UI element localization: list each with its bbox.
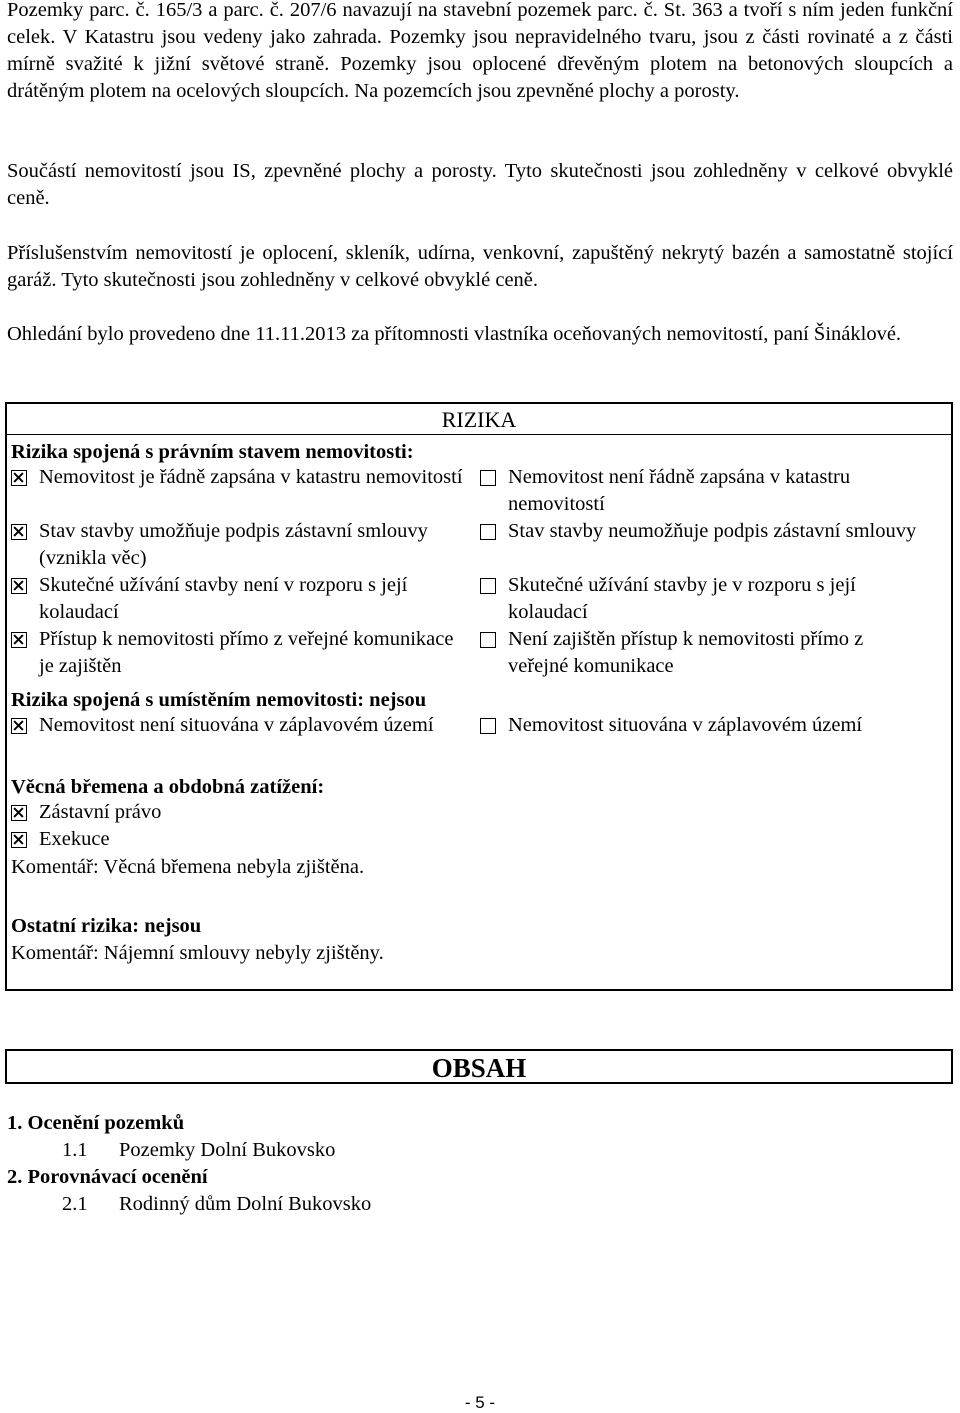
checked-checkbox-icon: [11, 524, 27, 540]
paragraph-components: Součástí nemovitostí jsou IS, zpevněné plochy a porosty. Tyto skutečnosti jsou zohledněny v celkové obvyklé ceně.: [7, 160, 953, 209]
burden-item-lien: Zástavní právo: [11, 799, 471, 826]
checked-checkbox-icon: [11, 718, 27, 734]
legal-item-registered: Nemovitost je řádně zapsána v katastru nemovitostí: [11, 464, 471, 491]
empty-checkbox-icon: [480, 718, 496, 734]
legal-item-pledge-possible: Stav stavby umožňuje podpis zástavní smlouvy (vznikla věc): [11, 518, 471, 572]
location-risks-heading: Rizika spojená s umístěním nemovitosti: nejsou: [11, 689, 427, 711]
risks-box: [5, 402, 953, 991]
checked-checkbox-icon: [11, 805, 27, 821]
paragraph-land-description: Pozemky parc. č. 165/3 a parc. č. 207/6 navazují na stavební pozemek parc. č. St. 363 a tvoří s ním jeden funkční celek. V Katastru jsou vedeny jako zahrada. Pozemky jsou nepravidelného tvaru, jsou z části rovinaté a z části mírně svažité k jižní světové straně. Pozemky jsou oplocené dřevěným plotem na betonových sloupcích a drátěným plotem na ocelových sloupcích. Na pozemcích jsou zpevněné plochy a porosty.: [7, 0, 953, 102]
contents-title: OBSAH: [431, 1053, 527, 1083]
legal-item-use-noncompliant: Skutečné užívání stavby je v rozporu s její kolaudací: [480, 572, 920, 626]
location-item-flood-zone: Nemovitost situována v záplavovém území: [480, 712, 920, 739]
empty-checkbox-icon: [480, 632, 496, 648]
other-risks-comment: Komentář: Nájemní smlouvy nebyly zjištěny.: [11, 942, 384, 964]
paragraph-accessories: Příslušenstvím nemovitostí je oplocení, skleník, udírna, venkovní, zapuštěný nekrytý bazén a samostatně stojící garáž. Tyto skutečnosti jsou zohledněny v celkové obvyklé ceně.: [7, 242, 953, 291]
other-risks-heading: Ostatní rizika: nejsou: [11, 915, 202, 937]
legal-item-pledge-impossible: Stav stavby neumožňuje podpis zástavní smlouvy: [480, 518, 920, 545]
toc-heading-2: 2. Porovnávací ocenění: [7, 1166, 208, 1188]
checked-checkbox-icon: [11, 632, 27, 648]
burden-item-execution: Exekuce: [11, 826, 471, 853]
location-item-not-flood-zone: Nemovitost není situována v záplavovém území: [11, 712, 471, 739]
risks-title-divider: [7, 434, 951, 435]
contents-box: [5, 1049, 953, 1084]
legal-item-access-ensured: Přístup k nemovitosti přímo z veřejné komunikace je zajištěn: [11, 626, 471, 680]
legal-risks-heading: Rizika spojená s právním stavem nemovitosti:: [11, 441, 414, 463]
legal-item-access-not-ensured: Není zajištěn přístup k nemovitosti přímo z veřejné komunikace: [480, 626, 920, 680]
risks-title: RIZIKA: [441, 407, 517, 432]
toc-subitem-1-1: 1.1 Pozemky Dolní Bukovsko: [62, 1139, 336, 1161]
empty-checkbox-icon: [480, 524, 496, 540]
paragraph-inspection: Ohledání bylo provedeno dne 11.11.2013 za přítomnosti vlastníka oceňovaných nemovitostí, paní Šináklové.: [7, 323, 902, 345]
toc-heading-1: 1. Ocenění pozemků: [7, 1112, 185, 1134]
burdens-heading: Věcná břemena a obdobná zatížení:: [11, 776, 325, 798]
page-number: - 5 -: [464, 1393, 496, 1412]
checked-checkbox-icon: [11, 832, 27, 848]
burdens-comment: Komentář: Věcná břemena nebyla zjištěna.: [11, 856, 365, 878]
checked-checkbox-icon: [11, 470, 27, 486]
checked-checkbox-icon: [11, 578, 27, 594]
empty-checkbox-icon: [480, 578, 496, 594]
empty-checkbox-icon: [480, 470, 496, 486]
legal-item-not-registered: Nemovitost není řádně zapsána v katastru nemovitostí: [480, 464, 920, 518]
toc-subitem-2-1: 2.1 Rodinný dům Dolní Bukovsko: [62, 1193, 372, 1215]
legal-item-use-compliant: Skutečné užívání stavby není v rozporu s její kolaudací: [11, 572, 471, 626]
